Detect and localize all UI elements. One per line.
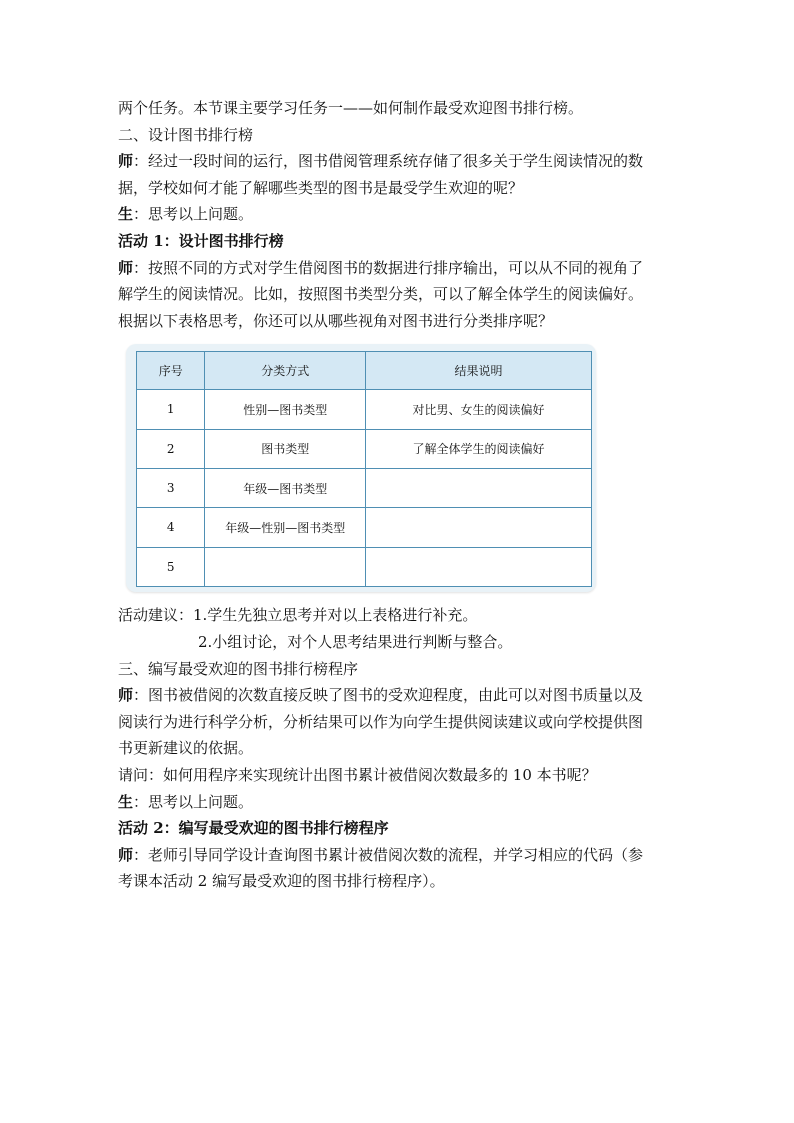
table-cell: 性别—图书类型: [205, 390, 366, 429]
section-heading: 三、编写最受欢迎的图书排行榜程序: [118, 659, 359, 678]
speaker-label: 师: [118, 686, 134, 705]
paragraph: [118, 255, 678, 282]
paragraph-text: ：经过一段时间的运行，图书借阅管理系统存储了很多关于学生阅读情况的数: [133, 152, 644, 171]
paragraph-text: ：按照不同的方式对学生借阅图书的数据进行排序输出，可以从不同的视角了: [133, 258, 644, 277]
table-figure: [126, 344, 596, 592]
table-cell: 了解全体学生的阅读偏好: [365, 429, 591, 468]
speaker-label: 师: [118, 845, 134, 864]
table-cell: 5: [137, 547, 205, 586]
table-cell: 3: [137, 468, 205, 507]
table-cell: 4: [137, 508, 205, 547]
table-cell: [365, 547, 591, 586]
table-header-cell: 结果说明: [365, 352, 591, 390]
speaker-label: 师: [118, 258, 134, 277]
paragraph-text: ：图书被借阅的次数直接反映了图书的受欢迎程度，由此可以对图书质量以及: [133, 686, 644, 705]
table-cell: [365, 468, 591, 507]
speaker-label: 师: [118, 152, 134, 171]
table-header-cell: 序号: [137, 352, 205, 390]
table-row: [137, 429, 592, 468]
table-cell: 年级—图书类型: [205, 468, 366, 507]
paragraph: 两个任务。本节课主要学习任务一——如何制作最受欢迎图书排行榜。: [118, 99, 584, 117]
classification-table: [136, 351, 592, 586]
table-row: [137, 508, 592, 547]
table-row: [137, 547, 592, 586]
paragraph: 根据以下表格思考，你还可以从哪些视角对图书进行分类排序呢？: [118, 311, 554, 330]
speaker-label: 生: [118, 205, 134, 224]
paragraph: 书更新建议的依据。: [118, 739, 254, 758]
table-cell: 2: [137, 429, 205, 468]
table-cell: [205, 547, 366, 586]
table-cell: 年级—性别—图书类型: [205, 508, 366, 547]
paragraph: 解学生的阅读情况。比如，按照图书类型分类，可以了解全体学生的阅读偏好。: [118, 285, 644, 304]
table-header-cell: 分类方式: [205, 352, 366, 390]
paragraph: 活动建议：1.学生先独立思考并对以上表格进行补充。: [118, 606, 478, 625]
paragraph-text: ：思考以上问题。: [133, 205, 254, 224]
table-cell: 1: [137, 390, 205, 429]
table-cell: 对比男、女生的阅读偏好: [365, 390, 591, 429]
activity-heading: 活动 2：编写最受欢迎的图书排行榜程序: [118, 819, 389, 838]
paragraph-text: ：老师引导同学设计查询图书累计被借阅次数的流程，并学习相应的代码（参: [133, 845, 644, 864]
speaker-label: 生: [118, 792, 134, 811]
table-cell: 图书类型: [205, 429, 366, 468]
document-page: [118, 95, 678, 895]
activity-heading: 活动 1：设计图书排行榜: [118, 231, 284, 250]
table-header-row: [137, 352, 592, 390]
paragraph: [118, 682, 678, 709]
paragraph: [118, 789, 678, 816]
paragraph-text: ：思考以上问题。: [133, 792, 254, 811]
table-cell: [365, 508, 591, 547]
paragraph: 考课本活动 2 编写最受欢迎的图书排行榜程序）。: [118, 872, 445, 891]
paragraph: 2.小组讨论，对个人思考结果进行判断与整合。: [198, 632, 513, 651]
paragraph: [118, 842, 678, 869]
table-row: [137, 468, 592, 507]
paragraph: 阅读行为进行科学分析，分析结果可以作为向学生提供阅读建议或向学校提供图: [118, 712, 644, 731]
paragraph: 请问：如何用程序来实现统计出图书累计被借阅次数最多的 10 本书呢？: [118, 765, 597, 784]
paragraph: 据，学校如何才能了解哪些类型的图书是最受学生欢迎的呢？: [118, 178, 524, 197]
paragraph: [118, 148, 678, 175]
table-row: [137, 390, 592, 429]
section-heading: 二、设计图书排行榜: [118, 125, 254, 144]
paragraph: [118, 201, 678, 228]
